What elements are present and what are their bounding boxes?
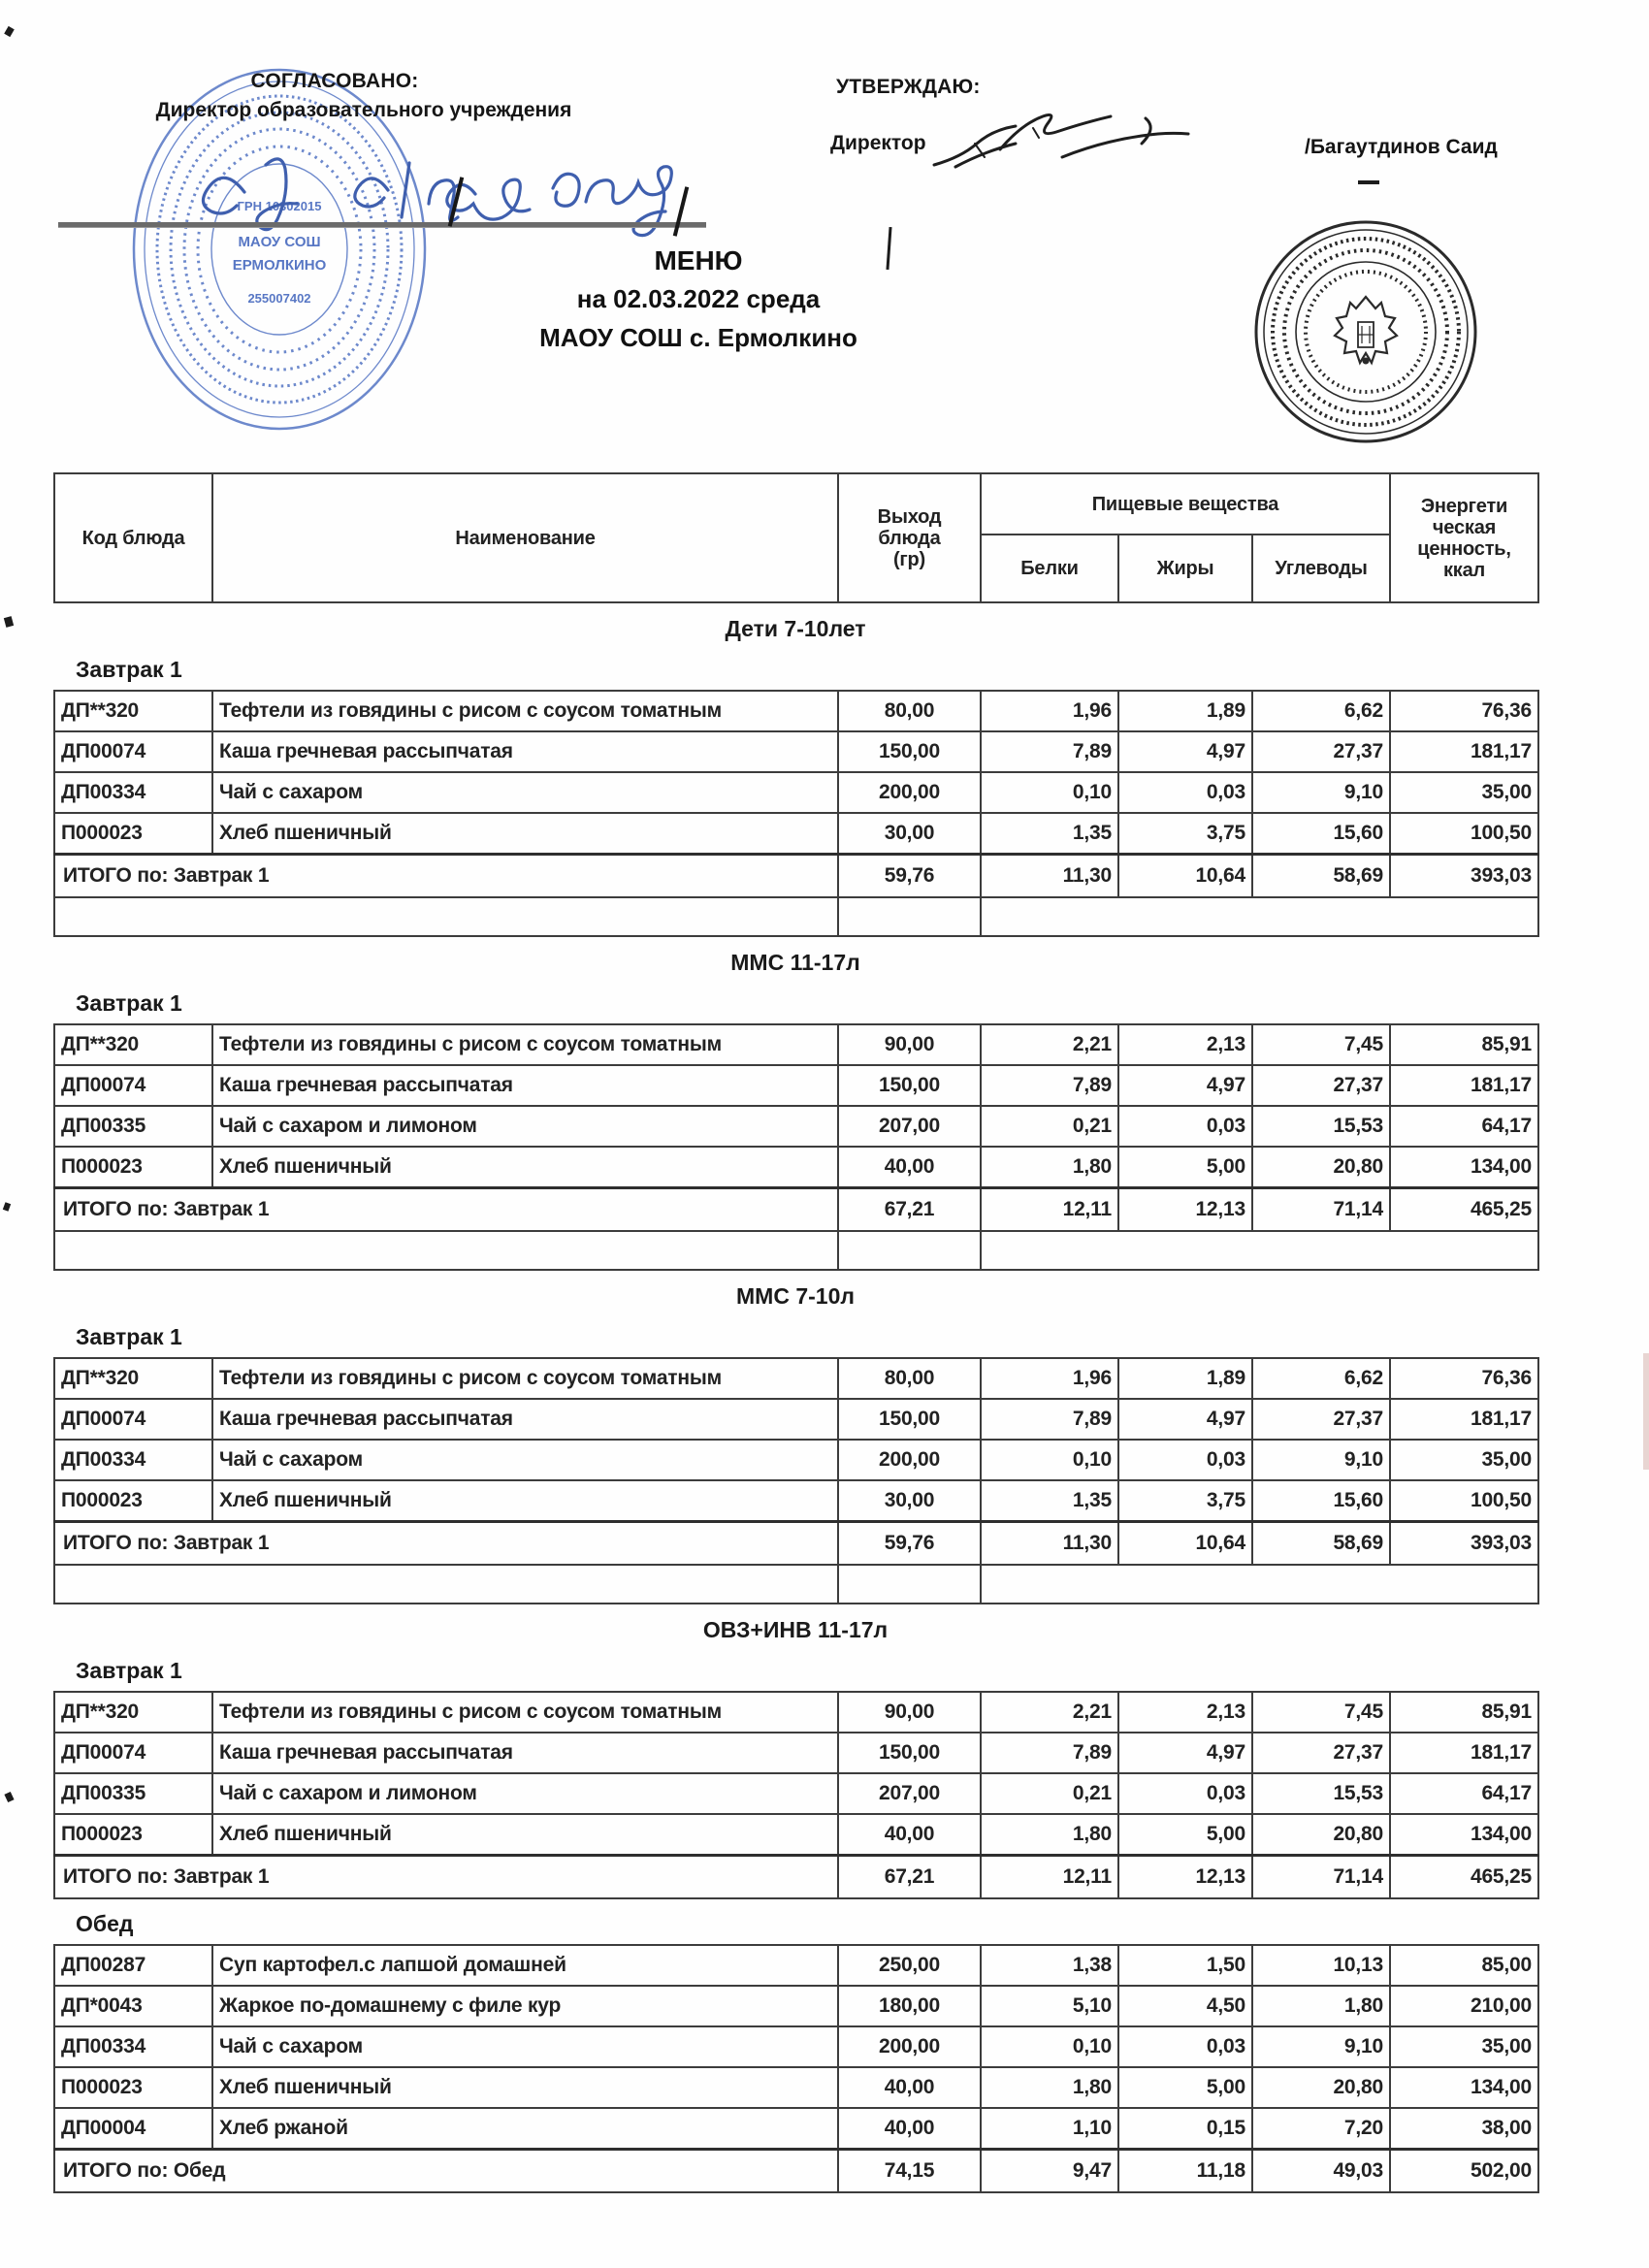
dish-row bbox=[54, 1773, 1538, 1814]
total-fat: 10,64 bbox=[1118, 1522, 1252, 1566]
dish-protein: 0,10 bbox=[981, 772, 1118, 813]
dish-protein: 0,10 bbox=[981, 2026, 1118, 2067]
director-signature bbox=[917, 89, 1208, 186]
scan-smudge bbox=[1643, 1353, 1649, 1470]
dish-name: Каша гречневая рассыпчатая bbox=[212, 1733, 838, 1773]
dish-protein: 2,21 bbox=[981, 1692, 1118, 1733]
menu-header-table bbox=[53, 472, 1539, 603]
menu-sections bbox=[53, 616, 1537, 2193]
dish-out: 80,00 bbox=[838, 691, 981, 731]
dish-code: ДП00004 bbox=[54, 2108, 212, 2150]
total-carbs: 71,14 bbox=[1252, 1188, 1390, 1232]
total-protein: 11,30 bbox=[981, 855, 1118, 898]
dish-code: ДП*0043 bbox=[54, 1986, 212, 2026]
dish-out: 200,00 bbox=[838, 2026, 981, 2067]
dish-code: ДП00074 bbox=[54, 1065, 212, 1106]
total-label: ИТОГО по: Завтрак 1 bbox=[54, 1856, 838, 1899]
dish-code: ДП00335 bbox=[54, 1773, 212, 1814]
menu-section bbox=[53, 1911, 1537, 2193]
total-energy: 465,25 bbox=[1390, 1856, 1538, 1899]
school-name: МАОУ СОШ с. Ермолкино bbox=[539, 323, 857, 352]
dish-fat: 4,97 bbox=[1118, 1065, 1252, 1106]
stamp-org-line1: МАОУ СОШ bbox=[238, 234, 321, 250]
dish-carbs: 7,20 bbox=[1252, 2108, 1390, 2150]
dish-protein: 0,21 bbox=[981, 1773, 1118, 1814]
dish-carbs: 15,53 bbox=[1252, 1773, 1390, 1814]
dish-energy: 181,17 bbox=[1390, 1065, 1538, 1106]
dish-out: 150,00 bbox=[838, 1399, 981, 1440]
total-fat: 12,13 bbox=[1118, 1188, 1252, 1232]
dish-fat: 3,75 bbox=[1118, 813, 1252, 855]
dish-code: ДП**320 bbox=[54, 691, 212, 731]
dish-name: Хлеб пшеничный bbox=[212, 1814, 838, 1856]
dish-fat: 0,03 bbox=[1118, 1106, 1252, 1147]
dish-out: 90,00 bbox=[838, 1692, 981, 1733]
dish-row bbox=[54, 772, 1538, 813]
dish-carbs: 9,10 bbox=[1252, 772, 1390, 813]
dish-name: Тефтели из говядины с рисом с соусом томатным bbox=[212, 1024, 838, 1065]
dish-row bbox=[54, 1945, 1538, 1986]
total-fat: 12,13 bbox=[1118, 1856, 1252, 1899]
total-out: 67,21 bbox=[838, 1856, 981, 1899]
dish-name: Хлеб пшеничный bbox=[212, 2067, 838, 2108]
dish-energy: 85,00 bbox=[1390, 1945, 1538, 1986]
dish-protein: 7,89 bbox=[981, 731, 1118, 772]
dish-protein: 1,80 bbox=[981, 1147, 1118, 1188]
dish-out: 180,00 bbox=[838, 1986, 981, 2026]
dish-out: 90,00 bbox=[838, 1024, 981, 1065]
menu-content bbox=[53, 472, 1537, 2193]
dish-code: ДП**320 bbox=[54, 1358, 212, 1399]
dish-row bbox=[54, 1440, 1538, 1480]
col-header-carbs: Углеводы bbox=[1252, 535, 1390, 602]
dish-protein: 1,35 bbox=[981, 813, 1118, 855]
dish-name: Хлеб пшеничный bbox=[212, 1147, 838, 1188]
total-label: ИТОГО по: Завтрак 1 bbox=[54, 855, 838, 898]
dish-energy: 64,17 bbox=[1390, 1106, 1538, 1147]
dish-name: Тефтели из говядины с рисом с соусом томатным bbox=[212, 1692, 838, 1733]
agreed-label: СОГЛАСОВАНО: bbox=[250, 70, 419, 92]
dish-code: ДП00287 bbox=[54, 1945, 212, 1986]
scan-speck bbox=[4, 1792, 14, 1802]
dish-energy: 100,50 bbox=[1390, 1480, 1538, 1522]
total-energy: 393,03 bbox=[1390, 1522, 1538, 1566]
meal-label: Обед bbox=[76, 1911, 134, 1936]
dish-protein: 1,96 bbox=[981, 1358, 1118, 1399]
dish-energy: 181,17 bbox=[1390, 1399, 1538, 1440]
dish-out: 200,00 bbox=[838, 772, 981, 813]
dish-out: 40,00 bbox=[838, 1814, 981, 1856]
dish-energy: 35,00 bbox=[1390, 2026, 1538, 2067]
dish-fat: 5,00 bbox=[1118, 1147, 1252, 1188]
total-row bbox=[54, 1522, 1538, 1566]
dish-out: 40,00 bbox=[838, 2108, 981, 2150]
dish-fat: 4,97 bbox=[1118, 731, 1252, 772]
dish-code: П000023 bbox=[54, 1814, 212, 1856]
dish-carbs: 20,80 bbox=[1252, 1814, 1390, 1856]
dish-fat: 0,03 bbox=[1118, 1773, 1252, 1814]
dish-fat: 1,89 bbox=[1118, 691, 1252, 731]
scan-speck bbox=[3, 1202, 11, 1212]
dish-name: Суп картофел.с лапшой домашней bbox=[212, 1945, 838, 1986]
dish-carbs: 15,60 bbox=[1252, 813, 1390, 855]
dish-carbs: 20,80 bbox=[1252, 1147, 1390, 1188]
dish-code: П000023 bbox=[54, 2067, 212, 2108]
dish-fat: 3,75 bbox=[1118, 1480, 1252, 1522]
dish-energy: 38,00 bbox=[1390, 2108, 1538, 2150]
dish-out: 30,00 bbox=[838, 813, 981, 855]
dish-carbs: 27,37 bbox=[1252, 1733, 1390, 1773]
dish-carbs: 7,45 bbox=[1252, 1692, 1390, 1733]
menu-table bbox=[53, 1023, 1539, 1271]
dish-fat: 0,03 bbox=[1118, 1440, 1252, 1480]
total-out: 59,76 bbox=[838, 1522, 981, 1566]
dish-row bbox=[54, 1106, 1538, 1147]
stamp-org-line2: ЕРМОЛКИНО bbox=[232, 257, 327, 274]
dish-energy: 181,17 bbox=[1390, 1733, 1538, 1773]
dish-fat: 4,97 bbox=[1118, 1399, 1252, 1440]
total-row bbox=[54, 1188, 1538, 1232]
total-out: 74,15 bbox=[838, 2150, 981, 2193]
dish-name: Хлеб пшеничный bbox=[212, 813, 838, 855]
dish-carbs: 10,13 bbox=[1252, 1945, 1390, 1986]
dish-row bbox=[54, 2067, 1538, 2108]
dish-code: ДП00074 bbox=[54, 731, 212, 772]
dish-energy: 35,00 bbox=[1390, 772, 1538, 813]
dish-fat: 5,00 bbox=[1118, 1814, 1252, 1856]
dish-protein: 5,10 bbox=[981, 1986, 1118, 2026]
total-row bbox=[54, 855, 1538, 898]
dish-out: 40,00 bbox=[838, 1147, 981, 1188]
dish-row bbox=[54, 1065, 1538, 1106]
dish-out: 150,00 bbox=[838, 1733, 981, 1773]
dish-carbs: 27,37 bbox=[1252, 1065, 1390, 1106]
dish-out: 40,00 bbox=[838, 2067, 981, 2108]
dish-name: Чай с сахаром и лимоном bbox=[212, 1106, 838, 1147]
stamp-inn-text: 255007402 bbox=[247, 291, 311, 306]
dish-energy: 76,36 bbox=[1390, 1358, 1538, 1399]
dish-code: ДП00335 bbox=[54, 1106, 212, 1147]
menu-table bbox=[53, 1357, 1539, 1604]
agreed-role: Директор образовательного учреждения bbox=[155, 99, 572, 121]
dish-carbs: 20,80 bbox=[1252, 2067, 1390, 2108]
col-header-fat: Жиры bbox=[1118, 535, 1252, 602]
total-energy: 393,03 bbox=[1390, 855, 1538, 898]
approved-name: /Багаутдинов Саид bbox=[1305, 136, 1498, 158]
dish-out: 207,00 bbox=[838, 1106, 981, 1147]
dish-energy: 134,00 bbox=[1390, 1147, 1538, 1188]
dish-name: Жаркое по-домашнему с филе кур bbox=[212, 1986, 838, 2026]
dish-name: Каша гречневая рассыпчатая bbox=[212, 1399, 838, 1440]
total-out: 67,21 bbox=[838, 1188, 981, 1232]
dish-name: Чай с сахаром и лимоном bbox=[212, 1773, 838, 1814]
dish-carbs: 15,53 bbox=[1252, 1106, 1390, 1147]
dish-energy: 64,17 bbox=[1390, 1773, 1538, 1814]
dish-row bbox=[54, 2026, 1538, 2067]
total-protein: 12,11 bbox=[981, 1188, 1118, 1232]
dish-row bbox=[54, 1358, 1538, 1399]
total-fat: 11,18 bbox=[1118, 2150, 1252, 2193]
col-header-protein: Белки bbox=[981, 535, 1118, 602]
menu-section bbox=[53, 1283, 1537, 1604]
dish-row bbox=[54, 731, 1538, 772]
total-energy: 465,25 bbox=[1390, 1188, 1538, 1232]
dish-fat: 5,00 bbox=[1118, 2067, 1252, 2108]
dish-code: ДП**320 bbox=[54, 1024, 212, 1065]
scan-speck bbox=[4, 616, 14, 628]
dish-row bbox=[54, 813, 1538, 855]
empty-row bbox=[54, 1231, 1538, 1270]
col-header-code: Код блюда bbox=[54, 473, 212, 602]
total-label: ИТОГО по: Завтрак 1 bbox=[54, 1522, 838, 1566]
dish-energy: 100,50 bbox=[1390, 813, 1538, 855]
total-protein: 9,47 bbox=[981, 2150, 1118, 2193]
dish-protein: 1,35 bbox=[981, 1480, 1118, 1522]
menu-section bbox=[53, 950, 1537, 1271]
menu-table bbox=[53, 1944, 1539, 2193]
dish-code: ДП00334 bbox=[54, 1440, 212, 1480]
dish-protein: 1,10 bbox=[981, 2108, 1118, 2150]
dish-energy: 134,00 bbox=[1390, 1814, 1538, 1856]
dish-energy: 85,91 bbox=[1390, 1024, 1538, 1065]
total-protein: 11,30 bbox=[981, 1522, 1118, 1566]
dish-protein: 0,10 bbox=[981, 1440, 1118, 1480]
total-label: ИТОГО по: Обед bbox=[54, 2150, 838, 2193]
total-carbs: 71,14 bbox=[1252, 1856, 1390, 1899]
dish-energy: 35,00 bbox=[1390, 1440, 1538, 1480]
dish-code: П000023 bbox=[54, 1480, 212, 1522]
total-row bbox=[54, 2150, 1538, 2193]
dish-row bbox=[54, 2108, 1538, 2150]
dish-name: Тефтели из говядины с рисом с соусом томатным bbox=[212, 1358, 838, 1399]
dish-out: 30,00 bbox=[838, 1480, 981, 1522]
dish-fat: 2,13 bbox=[1118, 1692, 1252, 1733]
pen-dash bbox=[1358, 180, 1379, 184]
total-carbs: 58,69 bbox=[1252, 1522, 1390, 1566]
dish-out: 80,00 bbox=[838, 1358, 981, 1399]
approved-label: УТВЕРЖДАЮ: bbox=[836, 76, 981, 98]
dish-carbs: 9,10 bbox=[1252, 1440, 1390, 1480]
dish-code: П000023 bbox=[54, 1147, 212, 1188]
dish-name: Каша гречневая рассыпчатая bbox=[212, 731, 838, 772]
signature-line bbox=[58, 222, 706, 227]
meal-label: Завтрак 1 bbox=[76, 990, 182, 1016]
dish-energy: 85,91 bbox=[1390, 1692, 1538, 1733]
dish-carbs: 1,80 bbox=[1252, 1986, 1390, 2026]
dish-fat: 0,03 bbox=[1118, 2026, 1252, 2067]
scan-speck bbox=[4, 26, 15, 37]
dish-out: 250,00 bbox=[838, 1945, 981, 1986]
dish-protein: 7,89 bbox=[981, 1399, 1118, 1440]
dish-code: ДП00074 bbox=[54, 1733, 212, 1773]
dish-carbs: 27,37 bbox=[1252, 731, 1390, 772]
age-group-heading: ММС 11-17л bbox=[730, 950, 860, 975]
dish-energy: 210,00 bbox=[1390, 1986, 1538, 2026]
dish-out: 150,00 bbox=[838, 1065, 981, 1106]
dish-protein: 0,21 bbox=[981, 1106, 1118, 1147]
dish-name: Чай с сахаром bbox=[212, 772, 838, 813]
dish-code: ДП00074 bbox=[54, 1399, 212, 1440]
document-title-block bbox=[407, 243, 989, 357]
total-fat: 10,64 bbox=[1118, 855, 1252, 898]
col-header-out: Выход блюда (гр) bbox=[838, 473, 981, 602]
dish-row bbox=[54, 1480, 1538, 1522]
dish-code: П000023 bbox=[54, 813, 212, 855]
dish-name: Каша гречневая рассыпчатая bbox=[212, 1065, 838, 1106]
dish-fat: 0,03 bbox=[1118, 772, 1252, 813]
dish-fat: 2,13 bbox=[1118, 1024, 1252, 1065]
menu-table bbox=[53, 690, 1539, 937]
menu-table bbox=[53, 1691, 1539, 1899]
dish-fat: 1,89 bbox=[1118, 1358, 1252, 1399]
total-label: ИТОГО по: Завтрак 1 bbox=[54, 1188, 838, 1232]
dish-row bbox=[54, 1399, 1538, 1440]
total-out: 59,76 bbox=[838, 855, 981, 898]
dish-row bbox=[54, 1733, 1538, 1773]
total-protein: 12,11 bbox=[981, 1856, 1118, 1899]
dish-name: Хлеб ржаной bbox=[212, 2108, 838, 2150]
empty-row bbox=[54, 897, 1538, 936]
dish-energy: 181,17 bbox=[1390, 731, 1538, 772]
dish-carbs: 9,10 bbox=[1252, 2026, 1390, 2067]
dish-carbs: 15,60 bbox=[1252, 1480, 1390, 1522]
stamp-ogrn-text: ГРН 10302015 bbox=[237, 199, 322, 213]
meal-label: Завтрак 1 bbox=[76, 1658, 182, 1683]
dish-protein: 7,89 bbox=[981, 1733, 1118, 1773]
dish-name: Чай с сахаром bbox=[212, 1440, 838, 1480]
menu-section bbox=[53, 616, 1537, 937]
stamp-emblem bbox=[1335, 297, 1397, 364]
dish-protein: 1,80 bbox=[981, 1814, 1118, 1856]
total-carbs: 58,69 bbox=[1252, 855, 1390, 898]
col-header-nutrients: Пищевые вещества bbox=[981, 473, 1390, 535]
dish-name: Чай с сахаром bbox=[212, 2026, 838, 2067]
total-energy: 502,00 bbox=[1390, 2150, 1538, 2193]
dish-protein: 2,21 bbox=[981, 1024, 1118, 1065]
approved-role: Директор bbox=[830, 132, 926, 154]
dish-name: Тефтели из говядины с рисом с соусом томатным bbox=[212, 691, 838, 731]
dish-out: 200,00 bbox=[838, 1440, 981, 1480]
menu-section bbox=[53, 1617, 1537, 1899]
dish-row bbox=[54, 1147, 1538, 1188]
col-header-name: Наименование bbox=[212, 473, 838, 602]
black-round-stamp bbox=[1249, 215, 1482, 448]
meal-label: Завтрак 1 bbox=[76, 657, 182, 682]
dish-code: ДП00334 bbox=[54, 2026, 212, 2067]
age-group-heading: Дети 7-10лет bbox=[725, 616, 866, 641]
dish-row bbox=[54, 1692, 1538, 1733]
dish-code: ДП**320 bbox=[54, 1692, 212, 1733]
dish-carbs: 6,62 bbox=[1252, 1358, 1390, 1399]
dish-name: Хлеб пшеничный bbox=[212, 1480, 838, 1522]
dish-out: 150,00 bbox=[838, 731, 981, 772]
dish-protein: 1,80 bbox=[981, 2067, 1118, 2108]
dish-fat: 0,15 bbox=[1118, 2108, 1252, 2150]
dish-carbs: 27,37 bbox=[1252, 1399, 1390, 1440]
age-group-heading: ММС 7-10л bbox=[736, 1283, 855, 1309]
dish-protein: 1,38 bbox=[981, 1945, 1118, 1986]
total-row bbox=[54, 1856, 1538, 1899]
dish-energy: 76,36 bbox=[1390, 691, 1538, 731]
dish-protein: 7,89 bbox=[981, 1065, 1118, 1106]
age-group-heading: ОВЗ+ИНВ 11-17л bbox=[702, 1617, 889, 1642]
dish-row bbox=[54, 1814, 1538, 1856]
col-header-energy: Энергети ческая ценность, ккал bbox=[1390, 473, 1538, 602]
dish-energy: 134,00 bbox=[1390, 2067, 1538, 2108]
dish-code: ДП00334 bbox=[54, 772, 212, 813]
dish-out: 207,00 bbox=[838, 1773, 981, 1814]
dish-carbs: 6,62 bbox=[1252, 691, 1390, 731]
dish-row bbox=[54, 1986, 1538, 2026]
total-carbs: 49,03 bbox=[1252, 2150, 1390, 2193]
dish-carbs: 7,45 bbox=[1252, 1024, 1390, 1065]
dish-fat: 1,50 bbox=[1118, 1945, 1252, 1986]
dish-row bbox=[54, 1024, 1538, 1065]
menu-date: на 02.03.2022 среда bbox=[576, 284, 821, 313]
menu-title: МЕНЮ bbox=[654, 245, 743, 275]
meal-label: Завтрак 1 bbox=[76, 1324, 182, 1349]
dish-fat: 4,97 bbox=[1118, 1733, 1252, 1773]
dish-fat: 4,50 bbox=[1118, 1986, 1252, 2026]
dish-row bbox=[54, 691, 1538, 731]
dish-protein: 1,96 bbox=[981, 691, 1118, 731]
empty-row bbox=[54, 1565, 1538, 1604]
